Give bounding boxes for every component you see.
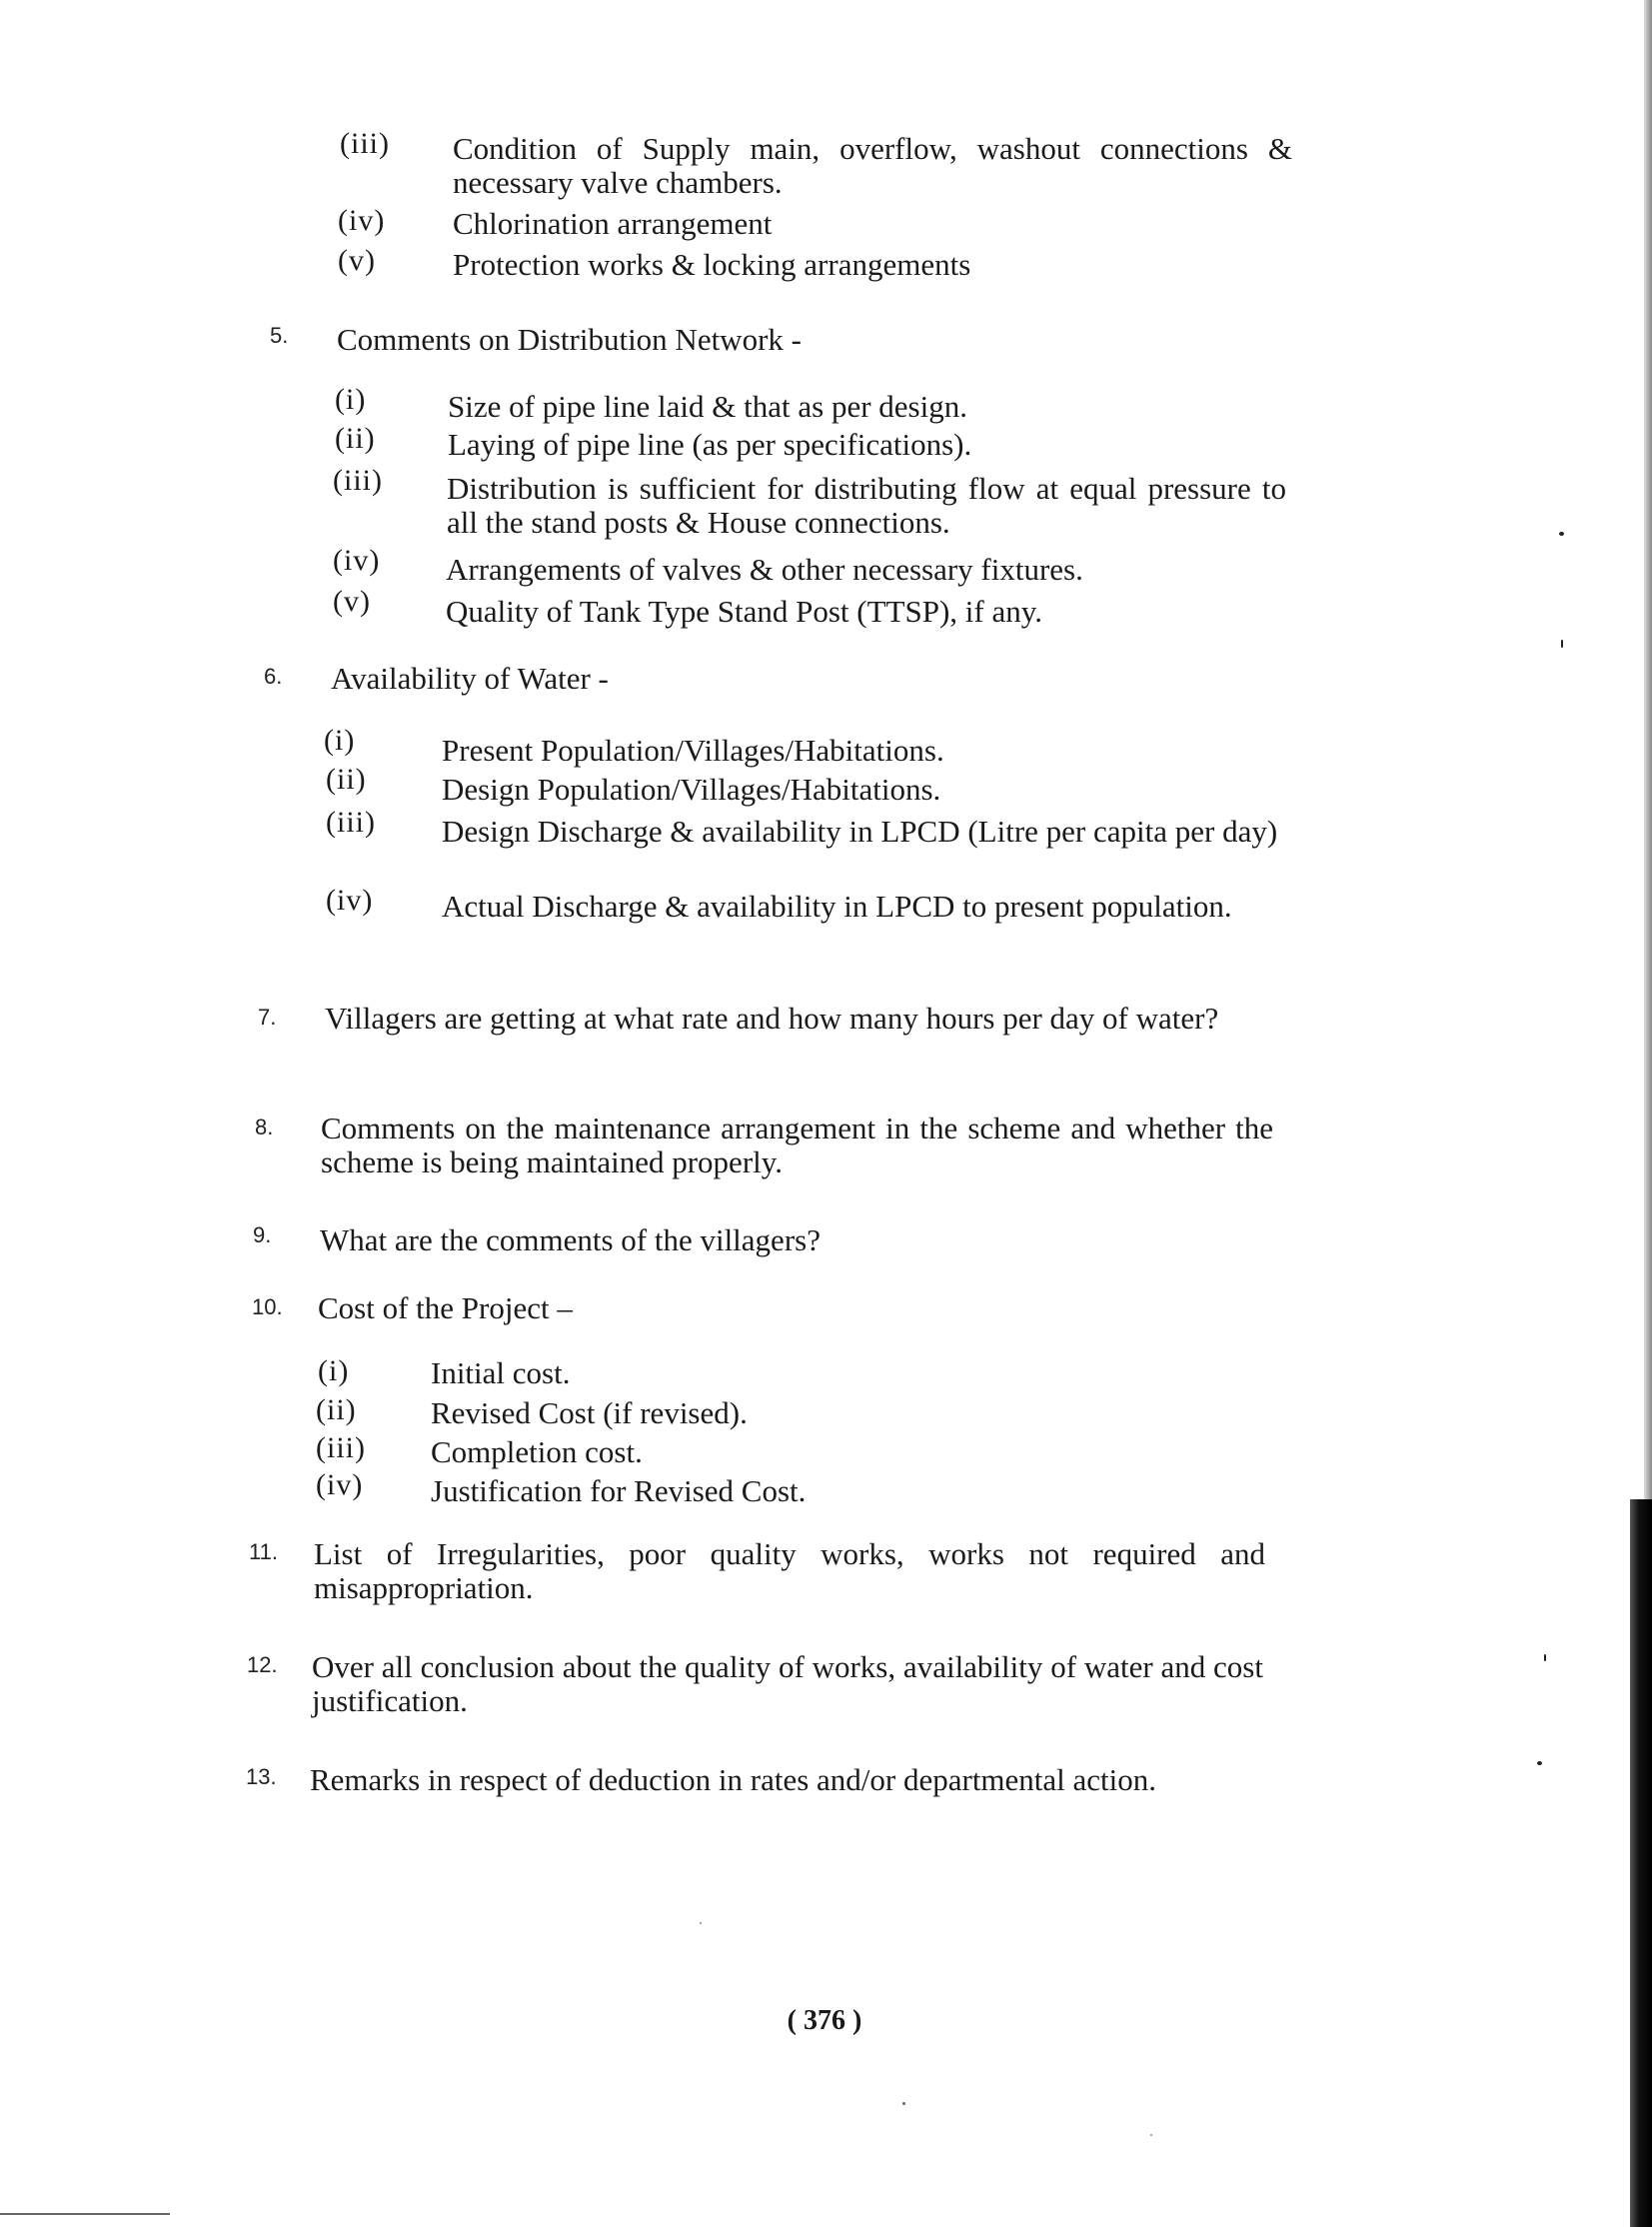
item-text: Condition of Supply main, overflow, washout connections & necessary valve chambers. bbox=[453, 131, 1292, 200]
section-heading: Comments on Distribution Network - bbox=[337, 322, 802, 357]
item-marker: (iii) bbox=[333, 464, 383, 497]
item-marker: (i) bbox=[318, 1354, 350, 1387]
item-marker: (iv) bbox=[333, 544, 381, 577]
item-marker: (iii) bbox=[326, 806, 376, 839]
scan-speck bbox=[700, 1922, 702, 1924]
scan-edge-dark bbox=[1630, 1499, 1652, 2227]
item-text: Protection works & locking arrangements bbox=[453, 247, 971, 282]
item-marker: (ii) bbox=[335, 422, 376, 455]
item-text: Revised Cost (if revised). bbox=[431, 1395, 748, 1430]
item-text: Chlorination arrangement bbox=[453, 206, 773, 241]
item-text: Distribution is sufficient for distributing flow at equal pressure to all the stand posts & House connections. bbox=[447, 471, 1286, 540]
item-text: Present Population/Villages/Habitations. bbox=[442, 733, 944, 768]
item-text: Arrangements of valves & other necessary fixtures. bbox=[446, 552, 1083, 587]
section-number: 5. bbox=[270, 323, 289, 348]
scan-speck bbox=[1559, 532, 1564, 536]
section-number: 11. bbox=[249, 1539, 278, 1564]
section-text: What are the comments of the villagers? bbox=[320, 1222, 821, 1257]
item-text: Laying of pipe line (as per specifications). bbox=[448, 427, 972, 462]
item-text: Justification for Revised Cost. bbox=[431, 1473, 807, 1508]
scan-speck bbox=[1150, 2134, 1152, 2136]
item-marker: (iii) bbox=[340, 127, 390, 160]
scan-edge-shadow bbox=[1644, 0, 1652, 1499]
item-text: Quality of Tank Type Stand Post (TTSP), if any. bbox=[446, 594, 1042, 629]
section-number: 10. bbox=[252, 1294, 283, 1319]
item-marker: (v) bbox=[333, 585, 371, 618]
section-number: 12. bbox=[247, 1652, 278, 1677]
item-marker: (i) bbox=[335, 383, 367, 416]
scan-speck bbox=[902, 2102, 905, 2105]
item-marker: (iv) bbox=[326, 884, 374, 917]
section-heading: Cost of the Project – bbox=[318, 1290, 573, 1325]
section-heading: Availability of Water - bbox=[331, 661, 609, 696]
item-marker: (ii) bbox=[316, 1393, 357, 1426]
item-text: Actual Discharge & availability in LPCD to present population. bbox=[442, 889, 1232, 924]
page-number: ( 376 ) bbox=[787, 2005, 862, 2036]
section-text: List of Irregularities, poor quality works, works not required and misappropriation. bbox=[314, 1536, 1265, 1605]
item-text: Design Discharge & availability in LPCD (Litre per capita per day) bbox=[442, 814, 1278, 849]
item-text: Size of pipe line laid & that as per design. bbox=[448, 389, 967, 424]
item-marker: (v) bbox=[338, 244, 376, 277]
section-text: Villagers are getting at what rate and how many hours per day of water? bbox=[325, 1001, 1219, 1036]
scan-bottom-line bbox=[0, 2213, 170, 2215]
scan-speck bbox=[1561, 640, 1563, 648]
scan-speck bbox=[1537, 1761, 1542, 1765]
section-number: 6. bbox=[264, 664, 283, 689]
item-text: Design Population/Villages/Habitations. bbox=[442, 772, 941, 807]
item-marker: (iii) bbox=[316, 1431, 366, 1464]
section-number: 8. bbox=[255, 1114, 274, 1139]
section-number: 9. bbox=[253, 1222, 272, 1247]
scan-speck bbox=[1544, 1654, 1546, 1661]
item-marker: (iv) bbox=[316, 1468, 364, 1501]
section-text: Comments on the maintenance arrangement in the scheme and whether the scheme is being maintained properly. bbox=[321, 1111, 1273, 1179]
section-number: 7. bbox=[258, 1005, 277, 1030]
section-text: Remarks in respect of deduction in rates and/or departmental action. bbox=[310, 1762, 1157, 1797]
section-text: Over all conclusion about the quality of works, availability of water and cost justification. bbox=[312, 1649, 1263, 1718]
item-marker: (iv) bbox=[338, 204, 386, 237]
item-marker: (i) bbox=[324, 724, 356, 757]
section-number: 13. bbox=[246, 1764, 277, 1789]
item-marker: (ii) bbox=[326, 763, 367, 796]
item-text: Initial cost. bbox=[431, 1355, 571, 1390]
item-text: Completion cost. bbox=[431, 1434, 643, 1469]
